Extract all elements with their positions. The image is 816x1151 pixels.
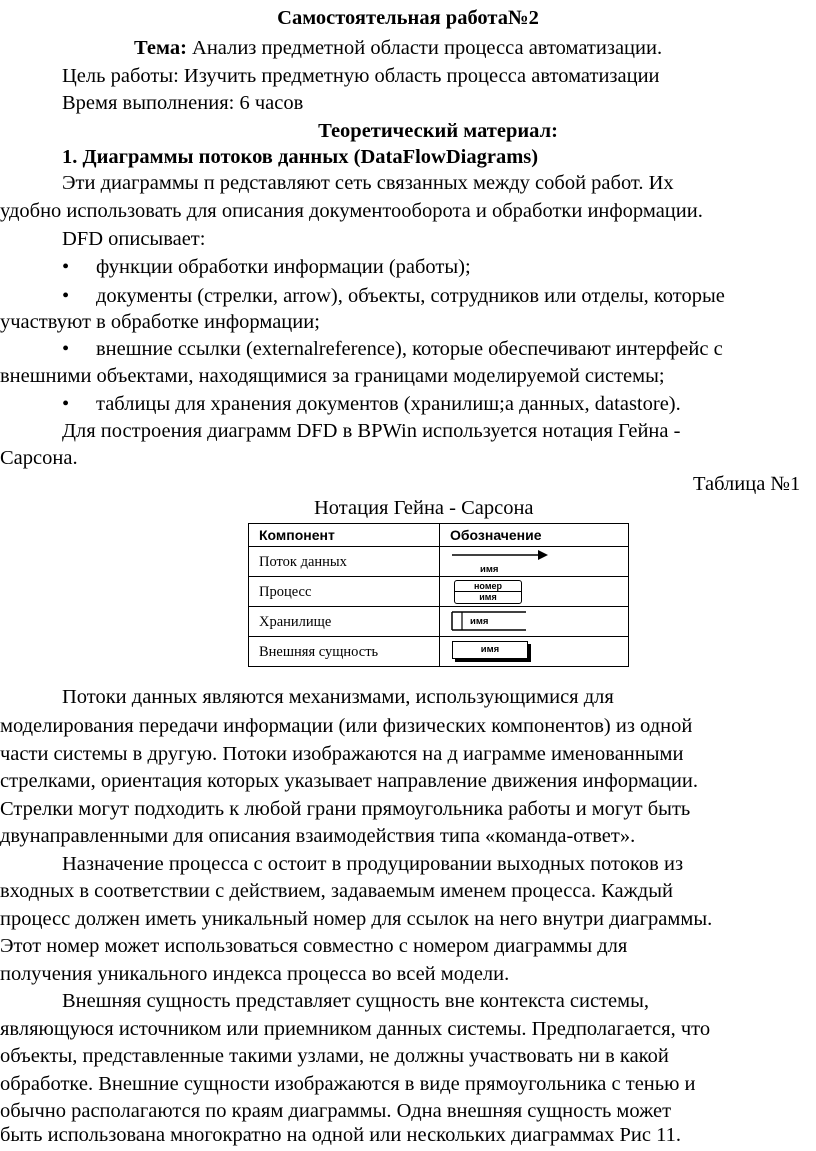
table-row: [249, 547, 629, 577]
bullet-icon: •: [62, 338, 70, 360]
table-caption: Нотация Гейна - Сарсона: [314, 497, 534, 519]
component-cell: Процесс: [249, 577, 440, 607]
p1-line-3: части системы в другую. Потоки изображаются на д иаграмме именованными: [0, 743, 684, 765]
p1-line-5: Стрелки могут подходить к любой грани прямоугольника работы и могут быть: [0, 798, 691, 820]
process-name-label: имя: [479, 591, 497, 602]
flow-name-label: имя: [480, 563, 499, 575]
symbol-cell: [440, 637, 629, 667]
table-row: [249, 637, 629, 667]
bullet-icon: •: [62, 393, 70, 415]
bullet-3-line-1: внешние ссылки (externalreference), которые обеспечивают интерфейс с: [96, 338, 723, 360]
p3-line-1: Внешняя сущность представляет сущность вне контекста системы,: [62, 990, 650, 1012]
table-header-row: [249, 524, 629, 547]
table-row: [249, 607, 629, 637]
notation-intro-line-1: Для построения диаграмм DFD в BPWin используется нотация Гейна -: [62, 420, 681, 442]
process-box-icon: [454, 580, 522, 604]
bullet-1: функции обработки информации (работы);: [96, 256, 471, 278]
table-header-component: Компонент: [249, 524, 440, 547]
p1-line-2: моделирования передачи информации (или физических компонентов) из одной: [0, 715, 693, 737]
goal-line: Цель работы: Изучить предметную область процесса автоматизации: [62, 65, 660, 87]
time-line: Время выполнения: 6 часов: [62, 92, 304, 114]
intro-line-1: Эти диаграммы п редставляют сеть связанных между собой работ. Их: [62, 172, 674, 194]
p2-line-4: Этот номер может использоваться совместно с номером диаграммы для: [0, 935, 628, 957]
intro-line-2: удобно использовать для описания документооборота и обработки информации.: [0, 200, 703, 222]
document-title: Самостоятельная работа№2: [277, 7, 539, 29]
component-cell: Хранилище: [249, 607, 440, 637]
notation-intro-line-2: Сарсона.: [0, 447, 78, 469]
topic-line: [134, 34, 662, 64]
process-number-label: номер: [455, 581, 521, 592]
p3-line-6: быть использована многократно на одной или нескольких диаграммах Рис 11.: [0, 1124, 681, 1146]
p2-line-2: входных в соответствии с действием, задаваемым именем процесса. Каждый: [0, 880, 673, 902]
p3-line-3: объекты, представленные такими узлами, не должны участвовать ни в какой: [0, 1045, 669, 1067]
subsection-heading: 1. Диаграммы потоков данных (DataFlowDiagrams): [62, 146, 539, 168]
external-entity-icon: [452, 641, 528, 659]
store-name-label: имя: [470, 615, 489, 627]
symbol-cell: [440, 577, 629, 607]
bullet-icon: •: [62, 285, 70, 307]
p3-line-4: обработке. Внешние сущности изображаются в виде прямоугольника с тенью и: [0, 1073, 696, 1095]
table-number: Таблица №1: [693, 473, 801, 495]
p1-line-6: двунаправленными для описания взаимодействия типа «команда-ответ».: [0, 825, 636, 847]
section-heading: Теоретический материал:: [318, 120, 558, 142]
component-cell: Поток данных: [249, 547, 440, 577]
table-header-symbol: Обозначение: [440, 524, 629, 547]
data-flow-arrow-icon: [450, 548, 550, 562]
p3-line-2: являющуюся источником или приемником данных системы. Предполагается, что: [0, 1018, 711, 1040]
bullet-icon: •: [62, 256, 70, 278]
p1-line-1: Потоки данных являются механизмами, использующимися для: [62, 686, 614, 708]
notation-table: [248, 523, 629, 667]
component-cell: Внешняя сущность: [249, 637, 440, 667]
intro-line-3: DFD описывает:: [62, 228, 206, 250]
p1-line-4: стрелками, ориентация которых указывает направление движения информации.: [0, 770, 698, 792]
p2-line-5: получения уникального индекса процесса во всей модели.: [0, 963, 510, 985]
p3-line-5: обычно располагаются по краям диаграммы. Одна внешняя сущность может: [0, 1100, 672, 1122]
bullet-2-line-2: участвуют в обработке информации;: [0, 311, 320, 333]
entity-name-label: имя: [480, 643, 500, 655]
data-store-icon: [450, 609, 530, 635]
bullet-3-line-2: внешними объектами, находящимися за границами моделируемой системы;: [0, 365, 665, 387]
symbol-cell: [440, 607, 629, 637]
symbol-cell: [440, 547, 629, 577]
bullet-4: таблицы для хранения документов (хранилиш;а данных, datastore).: [96, 393, 681, 415]
p2-line-1: Назначение процесса с остоит в продуцировании выходных потоков из: [62, 853, 684, 875]
topic-text: Анализ предметной области процесса автоматизации.: [186, 37, 663, 59]
p2-line-3: процесс должен иметь уникальный номер для ссылок на него внутри диаграммы.: [0, 908, 713, 930]
table-row: [249, 577, 629, 607]
topic-label: Тема:: [134, 37, 187, 59]
bullet-2-line-1: документы (стрелки, arrow), объекты, сотрудников или отделы, которые: [96, 285, 725, 307]
